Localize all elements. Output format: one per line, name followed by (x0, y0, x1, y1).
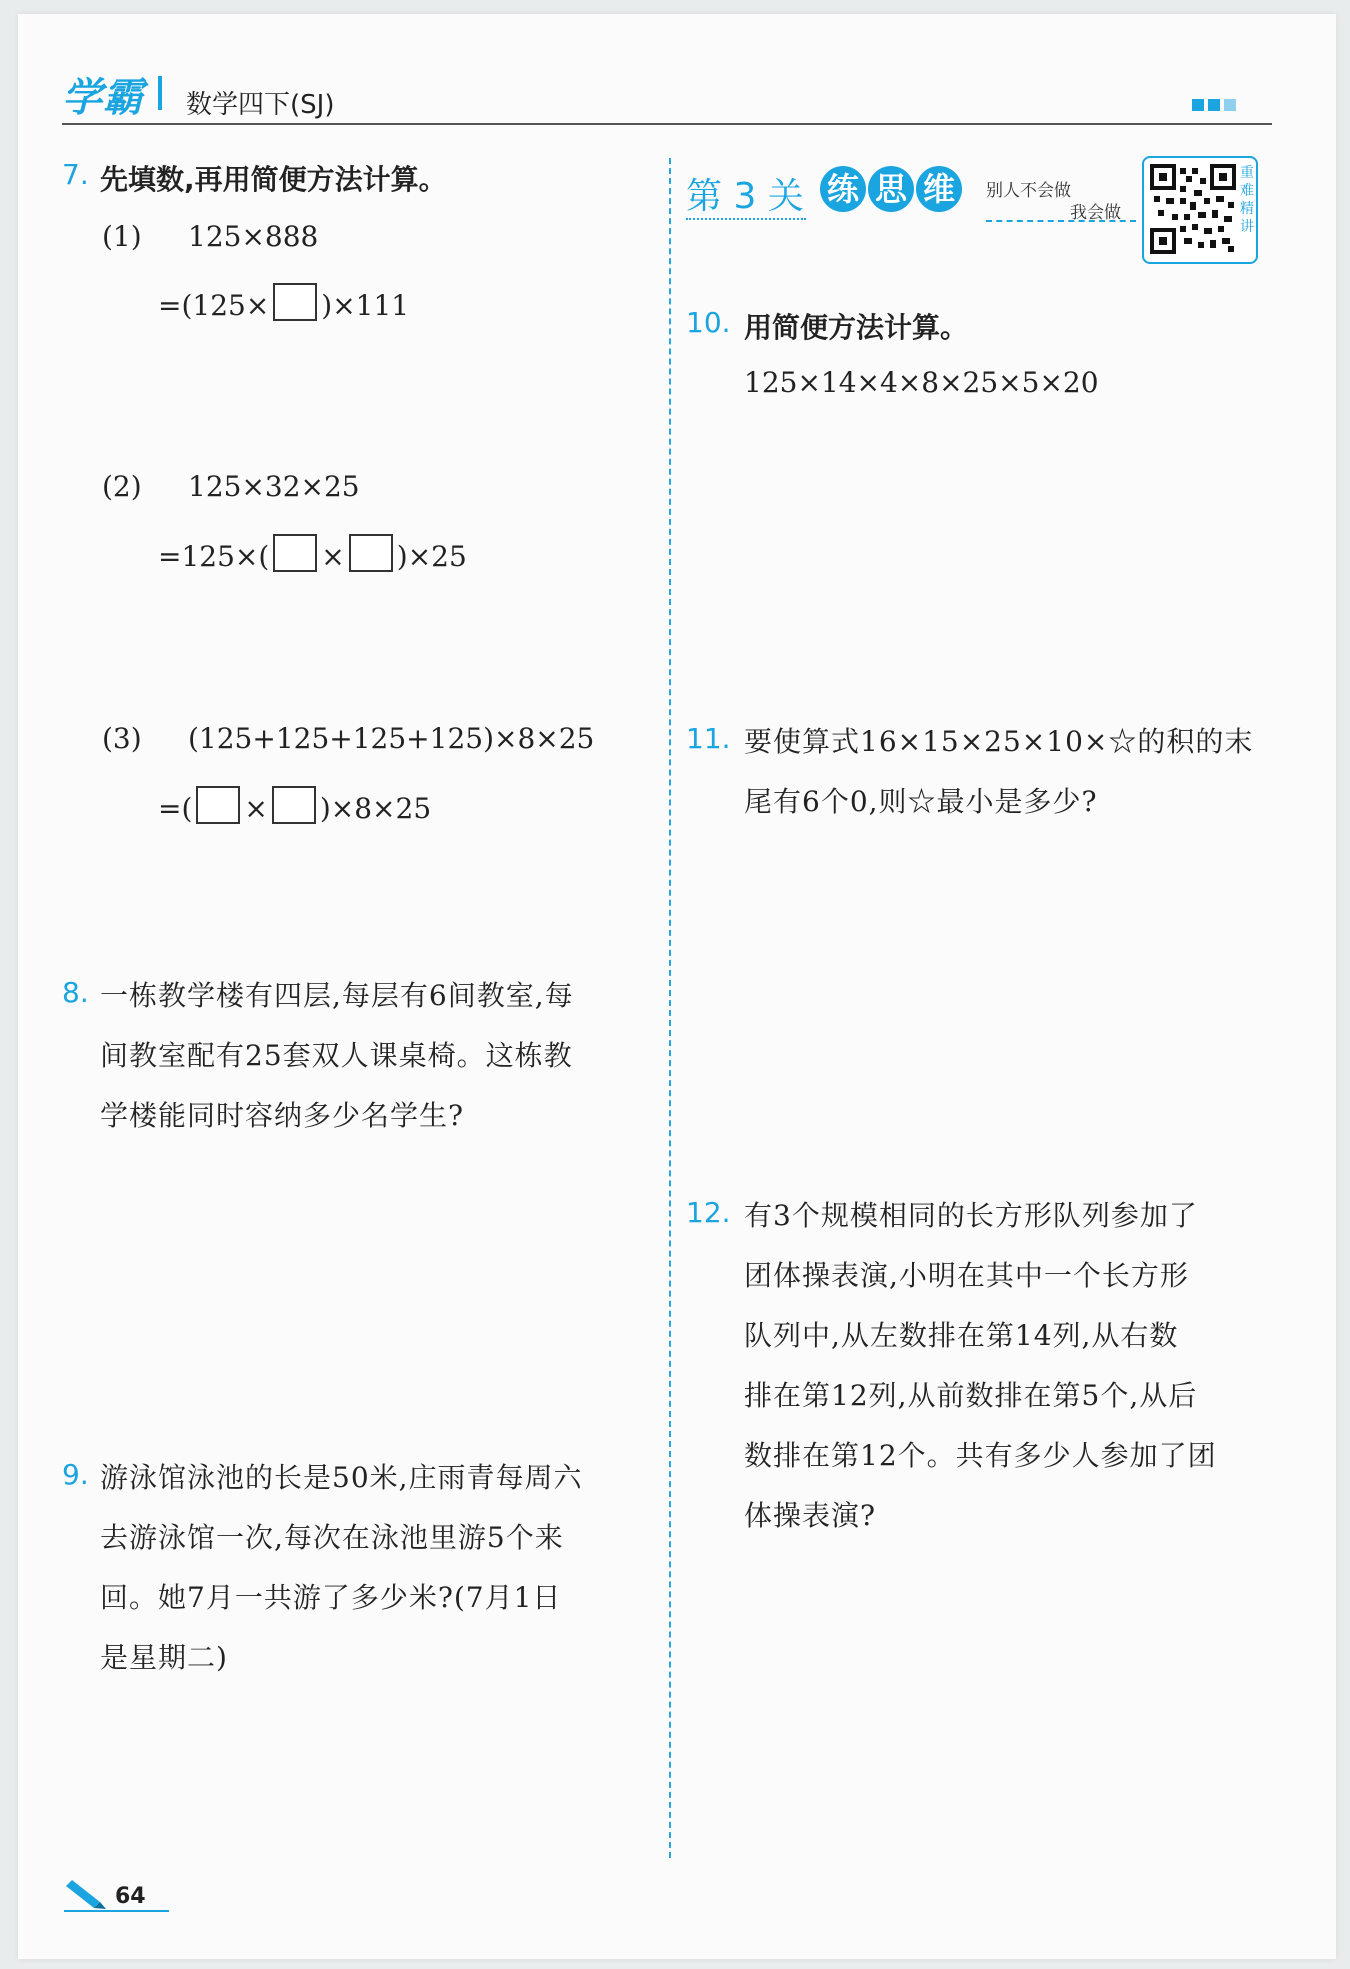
q10-number: 10. (686, 306, 731, 339)
q11-number: 11. (686, 722, 731, 755)
brand-logo: 学霸 (62, 75, 144, 121)
qr-side-label: 重 难 精 讲 (1240, 165, 1254, 235)
pencil-icon (64, 1880, 110, 1910)
level-tag-line (986, 220, 1136, 222)
q8-number: 8. (62, 976, 89, 1009)
header-squares-decoration (1192, 96, 1240, 115)
q7-part2-label: (2) (102, 470, 142, 503)
q7-part2-step: =125×( × )×25 (158, 534, 467, 573)
q12-number: 12. (686, 1196, 731, 1229)
q7-part3-step: =( × )×8×25 (158, 786, 431, 825)
q7-part1-step: =(125× )×111 (158, 283, 409, 322)
q9-number: 9. (62, 1458, 89, 1491)
q10-title: 用简便方法计算。 (744, 311, 969, 344)
answer-box[interactable] (273, 283, 317, 321)
q7-part1-label: (1) (102, 220, 142, 253)
level-char-bubble: 练 (820, 166, 866, 212)
q7-part3-expression: (125+125+125+125)×8×25 (188, 722, 595, 755)
q8-text: 一栋教学楼有四层,每层有6间教室,每 间教室配有25套双人课桌椅。这栋教 学楼能同时容纳多少名学生? (100, 979, 574, 1132)
answer-box[interactable] (196, 786, 240, 824)
column-divider (669, 158, 671, 1858)
q7-part2-expression: 125×32×25 (188, 470, 360, 503)
answer-box[interactable] (272, 786, 316, 824)
qr-code-icon (1150, 164, 1236, 254)
level-char-bubble: 思 (868, 166, 914, 212)
q7-part1-expression: 125×888 (188, 220, 319, 253)
footer-rule (64, 1910, 169, 1912)
qr-code-panel[interactable] (1142, 156, 1258, 264)
header-rule (62, 123, 1272, 125)
level-label: 第 3 关 (686, 176, 804, 217)
answer-box[interactable] (349, 534, 393, 572)
q10-expression: 125×14×4×8×25×5×20 (744, 366, 1099, 399)
level-tag-bottom: 我会做 (1070, 203, 1121, 223)
level-char-bubble: 维 (916, 166, 962, 212)
level-tag-top: 别人不会做 (986, 181, 1071, 201)
q7-part3-label: (3) (102, 722, 142, 755)
q9-text: 游泳馆泳池的长是50米,庄雨青每周六 去游泳馆一次,每次在泳池里游5个来 回。她7月一共游了多少米?(7月1日 是星期二) (100, 1461, 583, 1674)
q12-text: 有3个规模相同的长方形队列参加了 团体操表演,小明在其中一个长方形 队列中,从左数排在第14列,从右数 排在第12列,从前数排在第5个,从后 数排在第12个。共有多少人参加了团 体操表演? (744, 1199, 1217, 1532)
logo-divider (158, 76, 162, 110)
q7-number: 7. (62, 158, 89, 191)
q7-title: 先填数,再用简便方法计算。 (100, 163, 447, 196)
level-underline (686, 218, 806, 220)
answer-box[interactable] (273, 534, 317, 572)
page-number: 64 (115, 1884, 146, 1909)
page-header (62, 66, 1262, 128)
q11-text: 要使算式16×15×25×10×☆的积的末 尾有6个0,则☆最小是多少? (744, 725, 1254, 818)
book-title: 数学四下(SJ) (186, 90, 335, 120)
